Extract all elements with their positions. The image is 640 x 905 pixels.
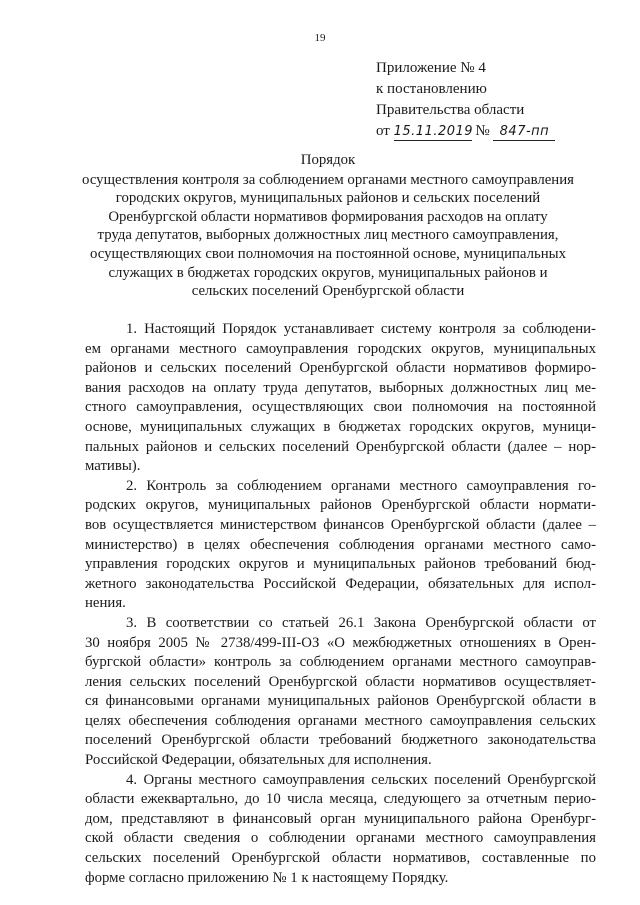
handwritten-number: 847-пп bbox=[493, 124, 555, 141]
text-line: дом, представляют в финансовый орган муниципального района Оренбург- bbox=[85, 810, 596, 827]
title-line: осуществляющих свои полномочия на постоянной основе, муниципальных bbox=[89, 245, 567, 262]
page-number: 19 bbox=[314, 32, 326, 44]
text-line: Российской Федерации, обязательных для исполнения. bbox=[85, 752, 432, 769]
text-line: поселений Оренбургской области требований бюджетного законодательства bbox=[85, 732, 596, 749]
text-line: родских округов, муниципальных районов Оренбургской области нормати- bbox=[85, 497, 596, 514]
text-line: ем органами местного самоуправления городских округов, муниципальных bbox=[85, 340, 596, 357]
appendix-block bbox=[376, 58, 555, 142]
title-line: городских округов, муниципальных районов и сельских поселений bbox=[115, 190, 541, 207]
text-line: пальных районов и сельских поселений Оренбургской области (далее – нор- bbox=[85, 438, 596, 455]
text-line: министерство) в целях обеспечения соблюдения органами местного само- bbox=[85, 536, 596, 553]
text-line: 3. В соответствии со статьей 26.1 Закона Оренбургской области от bbox=[126, 614, 596, 631]
text-line: ления сельских поселений Оренбургской области нормативов осуществляет- bbox=[85, 673, 596, 690]
text-line: управления городских округов и муниципальных районов требований бюд- bbox=[85, 556, 596, 573]
paragraph-2 bbox=[85, 477, 596, 614]
appendix-government: Правительства области bbox=[376, 102, 525, 118]
title-heading: Порядок bbox=[300, 152, 356, 168]
handwritten-date: 15.11.2019 bbox=[393, 124, 474, 139]
text-line: форме согласно приложению № 1 к настоящему Порядку. bbox=[85, 869, 449, 886]
text-line: 1. Настоящий Порядок устанавливает систему контроля за соблюдени- bbox=[126, 321, 596, 337]
text-line: основе, муниципальных служащих в бюджетах городских округов, муници- bbox=[85, 418, 596, 435]
text-line: области ежеквартально, до 10 числа месяца, следующего за отчетным перио- bbox=[85, 791, 596, 808]
text-line: бургской области» контроль за соблюдением органами местного самоуправ- bbox=[85, 654, 596, 671]
title-line: труда депутатов, выборных должностных лиц местного самоуправления, bbox=[97, 227, 559, 244]
title-line: служащих в бюджетах городских округов, муниципальных районов и bbox=[108, 264, 548, 281]
text-line: стного самоуправления, осуществляющих свои полномочия на постоянной bbox=[85, 399, 596, 416]
title-line: осуществления контроля за соблюдением органами местного самоуправления bbox=[82, 171, 574, 188]
text-line: целях обеспечения соблюдения органами местного самоуправления сельских bbox=[85, 712, 596, 729]
text-line: нения. bbox=[85, 595, 126, 612]
paragraph-4 bbox=[85, 771, 596, 889]
text-line: вов осуществляется министерством финансов Оренбургской области (далее – bbox=[85, 516, 596, 533]
text-line: ся финансовыми органами муниципальных районов Оренбургской области в bbox=[85, 693, 596, 710]
appendix-resolution-ref: к постановлению bbox=[376, 81, 487, 97]
from-label: от bbox=[376, 123, 390, 139]
document-body bbox=[85, 320, 596, 888]
appendix-date-number-line bbox=[376, 121, 555, 142]
text-line: ской области сведения о соблюдении органами местного самоуправления bbox=[85, 830, 596, 847]
text-line: мативы). bbox=[85, 458, 141, 475]
text-line: вания расходов на оплату труда депутатов, выборных должностных лиц ме- bbox=[85, 379, 596, 396]
text-line: 30 ноября 2005 № 2738/499-III-ОЗ «О межбюджетных отношениях в Орен- bbox=[85, 634, 596, 651]
title-line: сельских поселений Оренбургской области bbox=[191, 283, 465, 300]
text-line: районов и сельских поселений Оренбургской области нормативов формиро- bbox=[85, 360, 596, 377]
text-line: 2. Контроль за соблюдением органами местного самоуправления го- bbox=[126, 477, 596, 494]
appendix-title: Приложение № 4 bbox=[376, 60, 486, 76]
paragraph-3 bbox=[85, 614, 596, 771]
text-line: сельских поселений Оренбургской области нормативов, составленные по bbox=[85, 850, 596, 867]
number-label: № bbox=[475, 123, 490, 139]
text-line: жетного законодательства Российской Федерации, обязательных для испол- bbox=[85, 575, 596, 592]
document-title bbox=[70, 151, 586, 301]
title-line: Оренбургской области нормативов формирования расходов на оплату bbox=[108, 208, 548, 225]
text-line: 4. Органы местного самоуправления сельских поселений Оренбургской bbox=[126, 771, 596, 788]
paragraph-1 bbox=[85, 320, 596, 477]
